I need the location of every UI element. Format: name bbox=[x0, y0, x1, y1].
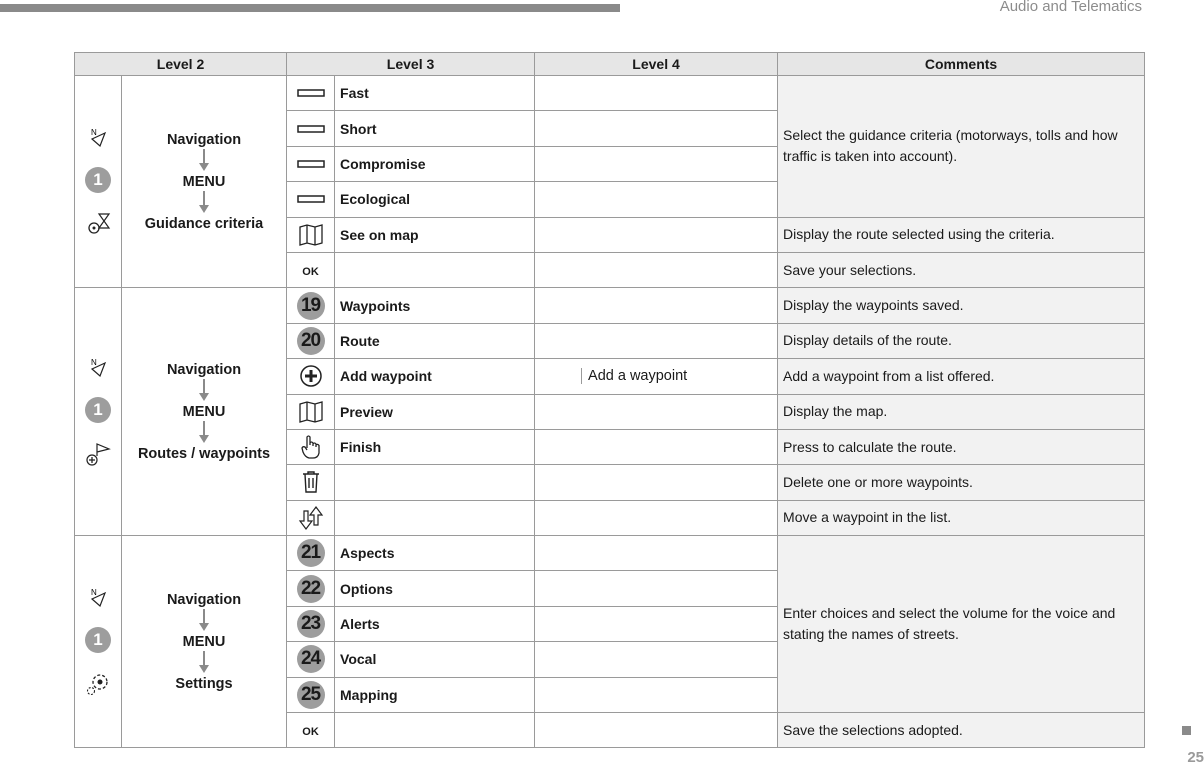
plus-icon-cell bbox=[287, 359, 335, 394]
path-routes-waypoints: Routes / waypoints bbox=[137, 445, 271, 462]
hand-icon-cell bbox=[287, 429, 335, 464]
bar-icon-cell bbox=[287, 111, 335, 146]
path-menu: MENU bbox=[182, 173, 226, 190]
comment-see-on-map: Display the route selected using the criteria. bbox=[778, 217, 1145, 252]
path-menu: MENU bbox=[182, 403, 226, 420]
level4-empty bbox=[535, 536, 778, 571]
bar-icon[interactable] bbox=[297, 124, 325, 134]
level4-empty bbox=[535, 146, 778, 181]
header-level2: Level 2 bbox=[75, 53, 287, 76]
level3-short[interactable]: Short bbox=[335, 111, 535, 146]
section-title: Audio and Telematics bbox=[999, 0, 1142, 15]
level3-ecological[interactable]: Ecological bbox=[335, 182, 535, 217]
path-guidance-criteria: Guidance criteria bbox=[144, 215, 264, 232]
comment-add-waypoint: Add a waypoint from a list offered. bbox=[778, 359, 1145, 394]
num-cell bbox=[287, 288, 335, 323]
map-icon[interactable] bbox=[299, 401, 323, 423]
path-navigation: Navigation bbox=[166, 361, 242, 378]
level3-mapping[interactable]: Mapping bbox=[335, 677, 535, 712]
table-row bbox=[75, 536, 1145, 571]
arrow-down-icon bbox=[196, 149, 212, 173]
page-number: 25 bbox=[1187, 749, 1204, 766]
level4-empty bbox=[535, 76, 778, 111]
level4-empty bbox=[535, 394, 778, 429]
num-cell bbox=[287, 571, 335, 606]
svg-text:N: N bbox=[91, 127, 97, 137]
number-badge: 22 bbox=[297, 575, 325, 603]
header-comments: Comments bbox=[778, 53, 1145, 76]
map-icon-cell bbox=[287, 394, 335, 429]
num-cell bbox=[287, 606, 335, 641]
level3-see-on-map[interactable]: See on map bbox=[335, 217, 535, 252]
group1-icons bbox=[75, 76, 122, 288]
ok-cell bbox=[287, 252, 335, 287]
bar-icon-cell bbox=[287, 182, 335, 217]
number-badge: 19 bbox=[297, 292, 325, 320]
settings-gear-icon bbox=[85, 671, 111, 697]
number-badge: 24 bbox=[297, 645, 325, 673]
level4-empty bbox=[535, 429, 778, 464]
comment-delete: Delete one or more waypoints. bbox=[778, 465, 1145, 500]
navigation-icon bbox=[88, 357, 108, 379]
level4-add-a-waypoint[interactable]: Add a waypoint bbox=[588, 368, 688, 385]
comment-finish: Press to calculate the route. bbox=[778, 429, 1145, 464]
level4-empty bbox=[535, 642, 778, 677]
svg-text:N: N bbox=[91, 587, 97, 597]
level4-empty bbox=[535, 465, 778, 500]
trash-icon-cell bbox=[287, 465, 335, 500]
group3-icons bbox=[75, 536, 122, 748]
num-cell bbox=[287, 642, 335, 677]
header-bar bbox=[0, 4, 620, 12]
bar-icon-cell bbox=[287, 146, 335, 181]
move-arrows-icon[interactable] bbox=[297, 505, 325, 531]
menu-table bbox=[74, 52, 1145, 748]
level3-finish[interactable]: Finish bbox=[335, 429, 535, 464]
hand-icon[interactable] bbox=[300, 434, 322, 460]
step-badge: 1 bbox=[85, 167, 111, 193]
comment-route: Display details of the route. bbox=[778, 323, 1145, 358]
arrow-down-icon bbox=[196, 651, 212, 675]
level4-empty bbox=[535, 713, 778, 748]
path-navigation: Navigation bbox=[166, 131, 242, 148]
level4-spacer bbox=[535, 368, 582, 384]
number-badge: 23 bbox=[297, 610, 325, 638]
arrow-down-icon bbox=[196, 609, 212, 633]
level4-empty bbox=[535, 111, 778, 146]
comment-settings: Enter choices and select the volume for the voice and stating the names of streets. bbox=[778, 536, 1145, 713]
trash-icon[interactable] bbox=[301, 470, 321, 494]
group3-path bbox=[122, 536, 287, 748]
level3-waypoints[interactable]: Waypoints bbox=[335, 288, 535, 323]
bar-icon[interactable] bbox=[297, 88, 325, 98]
level4-empty bbox=[535, 252, 778, 287]
level4-empty bbox=[535, 288, 778, 323]
level4-empty bbox=[535, 500, 778, 535]
map-icon[interactable] bbox=[299, 224, 323, 246]
navigation-icon bbox=[88, 587, 108, 609]
level3-aspects[interactable]: Aspects bbox=[335, 536, 535, 571]
move-icon-cell bbox=[287, 500, 335, 535]
comment-waypoints: Display the waypoints saved. bbox=[778, 288, 1145, 323]
svg-text:N: N bbox=[91, 357, 97, 367]
level3-empty bbox=[335, 252, 535, 287]
level3-add-waypoint[interactable]: Add waypoint bbox=[335, 359, 535, 394]
level3-alerts[interactable]: Alerts bbox=[335, 606, 535, 641]
group2-icons bbox=[75, 288, 122, 536]
table-row bbox=[75, 288, 1145, 323]
header-level4: Level 4 bbox=[535, 53, 778, 76]
level3-options[interactable]: Options bbox=[335, 571, 535, 606]
level3-empty bbox=[335, 465, 535, 500]
comment-preview: Display the map. bbox=[778, 394, 1145, 429]
group1-path bbox=[122, 76, 287, 288]
guidance-criteria-icon bbox=[85, 211, 111, 237]
level4-empty bbox=[535, 571, 778, 606]
comment-save-selections: Save the selections adopted. bbox=[778, 713, 1145, 748]
level3-empty bbox=[335, 713, 535, 748]
level4-empty bbox=[535, 217, 778, 252]
table-header-row bbox=[75, 53, 1145, 76]
header-level3: Level 3 bbox=[287, 53, 535, 76]
ok-cell bbox=[287, 713, 335, 748]
number-badge: 20 bbox=[297, 327, 325, 355]
number-badge: 25 bbox=[297, 681, 325, 709]
num-cell bbox=[287, 536, 335, 571]
plus-circle-icon[interactable] bbox=[299, 364, 323, 388]
bar-icon-cell bbox=[287, 76, 335, 111]
table-row bbox=[75, 76, 1145, 111]
comment-move: Move a waypoint in the list. bbox=[778, 500, 1145, 535]
num-cell bbox=[287, 323, 335, 358]
step-badge: 1 bbox=[85, 397, 111, 423]
arrow-down-icon bbox=[196, 379, 212, 403]
number-badge: 21 bbox=[297, 539, 325, 567]
comment-guidance: Select the guidance criteria (motorways, tolls and how traffic is taken into account). bbox=[778, 76, 1145, 218]
map-icon-cell bbox=[287, 217, 335, 252]
level3-fast[interactable]: Fast bbox=[335, 76, 535, 111]
level4-empty bbox=[535, 606, 778, 641]
page-marker bbox=[1182, 726, 1191, 735]
level4-empty bbox=[535, 677, 778, 712]
comment-save: Save your selections. bbox=[778, 252, 1145, 287]
level3-preview[interactable]: Preview bbox=[335, 394, 535, 429]
num-cell bbox=[287, 677, 335, 712]
bar-icon[interactable] bbox=[297, 194, 325, 204]
level3-vocal[interactable]: Vocal bbox=[335, 642, 535, 677]
ok-button[interactable]: OK bbox=[302, 726, 319, 739]
route-waypoint-icon bbox=[85, 441, 111, 467]
group2-path bbox=[122, 288, 287, 536]
path-menu: MENU bbox=[182, 633, 226, 650]
path-settings: Settings bbox=[175, 675, 233, 692]
level3-route[interactable]: Route bbox=[335, 323, 535, 358]
navigation-icon bbox=[88, 127, 108, 149]
level3-compromise[interactable]: Compromise bbox=[335, 146, 535, 181]
step-badge: 1 bbox=[85, 627, 111, 653]
level4-add-waypoint-cell bbox=[535, 359, 778, 394]
level4-empty bbox=[535, 323, 778, 358]
bar-icon[interactable] bbox=[297, 159, 325, 169]
level3-empty bbox=[335, 500, 535, 535]
ok-button[interactable]: OK bbox=[302, 266, 319, 279]
arrow-down-icon bbox=[196, 191, 212, 215]
level4-empty bbox=[535, 182, 778, 217]
arrow-down-icon bbox=[196, 421, 212, 445]
path-navigation: Navigation bbox=[166, 591, 242, 608]
